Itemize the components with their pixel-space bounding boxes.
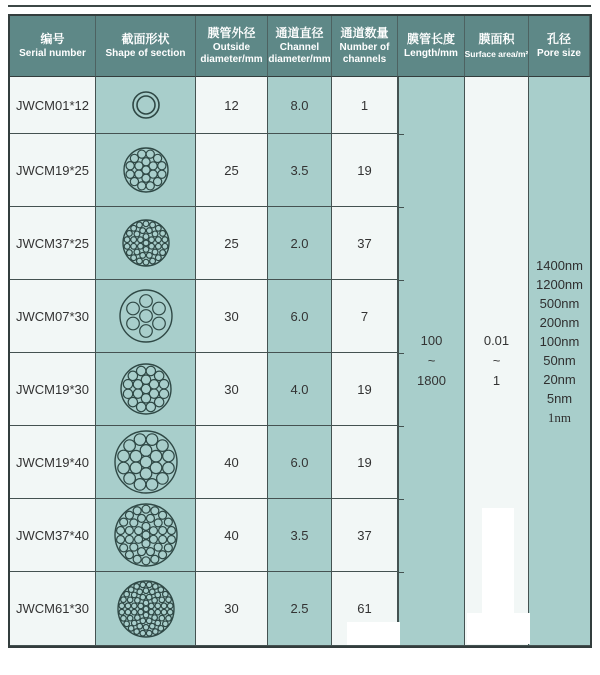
serial-number-cell: JWCM07*30 — [10, 280, 96, 353]
col-header-outside-diameter — [196, 16, 268, 77]
header-zh-label: 编号 — [40, 32, 65, 46]
serial-number-cell: JWCM19*25 — [10, 134, 96, 207]
header-zh-label: 通道直径 — [275, 26, 324, 40]
outside-diameter-cell: 12 — [196, 77, 268, 134]
section-shape-cell — [96, 426, 196, 499]
channel-diameter-cell: 2.5 — [268, 572, 332, 646]
pore-size-value: 1nm — [547, 409, 572, 425]
pore-size-value: 20nm — [543, 371, 576, 387]
outside-diameter-cell: 40 — [196, 426, 268, 499]
length-max: 1800 — [417, 373, 446, 388]
channel-count-cell: 7 — [332, 280, 398, 353]
header-en-label: Shape of section — [105, 48, 186, 59]
header-zh-label: 孔径 — [546, 32, 571, 46]
white-artifact-patch — [482, 508, 514, 613]
outside-diameter-cell: 40 — [196, 499, 268, 572]
white-artifact-patch — [347, 622, 400, 645]
header-zh-label: 膜管外径 — [207, 26, 256, 40]
serial-number-cell: JWCM61*30 — [10, 572, 96, 646]
serial-number-cell: JWCM37*25 — [10, 207, 96, 280]
channel-diameter-cell: 4.0 — [268, 353, 332, 426]
length-min: 100 — [420, 333, 443, 348]
section-shape-cell — [96, 77, 196, 134]
section-shape-cell — [96, 499, 196, 572]
col-header-number-of-channels — [332, 16, 398, 77]
header-en-label: Surface area/m² — [465, 49, 529, 59]
channel-count-cell: 19 — [332, 426, 398, 499]
header-zh-label: 截面形状 — [121, 32, 170, 46]
header-en-label: Serial number — [19, 48, 86, 59]
surface-area-range — [484, 331, 509, 391]
serial-number-cell: JWCM01*12 — [10, 77, 96, 134]
white-artifact-patch — [467, 613, 530, 644]
section-shape-cell — [96, 572, 196, 646]
pore-size-value: 500nm — [539, 295, 580, 311]
channel-count-cell: 37 — [332, 499, 398, 572]
cross-section-diagram — [111, 500, 181, 570]
cross-section-diagram — [111, 281, 181, 351]
channel-diameter-cell: 8.0 — [268, 77, 332, 134]
pore-size-value: 1200nm — [536, 276, 583, 292]
channel-count-cell: 37 — [332, 207, 398, 280]
pore-size-list — [536, 256, 583, 427]
header-en-label: Outside diameter/mm — [200, 42, 263, 65]
cross-section-diagram — [111, 208, 181, 278]
section-shape-cell — [96, 280, 196, 353]
pore-size-merged-cell — [529, 77, 590, 646]
header-en-label: Length/mm — [404, 48, 458, 59]
channel-diameter-cell: 6.0 — [268, 280, 332, 353]
pore-size-value: 50nm — [543, 352, 576, 368]
section-shape-cell — [96, 353, 196, 426]
col-header-length — [398, 16, 465, 77]
col-header-channel-diameter — [268, 16, 332, 77]
serial-number-cell: JWCM19*30 — [10, 353, 96, 426]
length-merged-cell — [398, 77, 465, 646]
header-en-label: Number of channels — [339, 42, 390, 65]
top-rule — [8, 5, 591, 7]
channel-diameter-cell: 3.5 — [268, 134, 332, 207]
channel-diameter-cell: 2.0 — [268, 207, 332, 280]
cross-section-diagram — [111, 354, 181, 424]
pore-size-value: 200nm — [539, 314, 580, 330]
col-header-serial-number — [10, 16, 96, 77]
surface-area-min: 0.01 — [483, 333, 510, 348]
serial-number-cell: JWCM37*40 — [10, 499, 96, 572]
channel-diameter-cell: 6.0 — [268, 426, 332, 499]
outside-diameter-cell: 30 — [196, 572, 268, 646]
cross-section-diagram — [111, 427, 181, 497]
col-header-shape-of-section — [96, 16, 196, 77]
channel-count-cell: 19 — [332, 353, 398, 426]
header-en-label: Pore size — [537, 48, 581, 59]
channel-count-cell: 1 — [332, 77, 398, 134]
pore-size-value: 1400nm — [536, 257, 583, 273]
outside-diameter-cell: 30 — [196, 280, 268, 353]
range-tilde: ~ — [492, 353, 501, 368]
pore-size-value: 100nm — [539, 333, 580, 349]
col-header-pore-size — [529, 16, 590, 77]
outside-diameter-cell: 25 — [196, 207, 268, 280]
header-zh-label: 通道数量 — [340, 26, 389, 40]
channel-count-cell: 19 — [332, 134, 398, 207]
cross-section-diagram — [111, 77, 181, 134]
channel-count-cell: 61 — [332, 572, 398, 646]
outside-diameter-cell: 25 — [196, 134, 268, 207]
header-zh-label: 膜管长度 — [406, 32, 455, 46]
channel-diameter-cell: 3.5 — [268, 499, 332, 572]
surface-area-max: 1 — [492, 373, 501, 388]
membrane-spec-table — [8, 14, 592, 648]
cross-section-diagram — [111, 574, 181, 644]
section-shape-cell — [96, 134, 196, 207]
serial-number-cell: JWCM19*40 — [10, 426, 96, 499]
header-en-label: Channel diameter/mm — [268, 42, 331, 65]
cross-section-diagram — [111, 135, 181, 205]
length-range — [417, 331, 446, 391]
pore-size-value: 5nm — [546, 390, 573, 406]
header-zh-label: 膜面积 — [478, 32, 515, 46]
col-header-surface-area — [465, 16, 529, 77]
range-tilde: ~ — [427, 353, 436, 368]
outside-diameter-cell: 30 — [196, 353, 268, 426]
section-shape-cell — [96, 207, 196, 280]
